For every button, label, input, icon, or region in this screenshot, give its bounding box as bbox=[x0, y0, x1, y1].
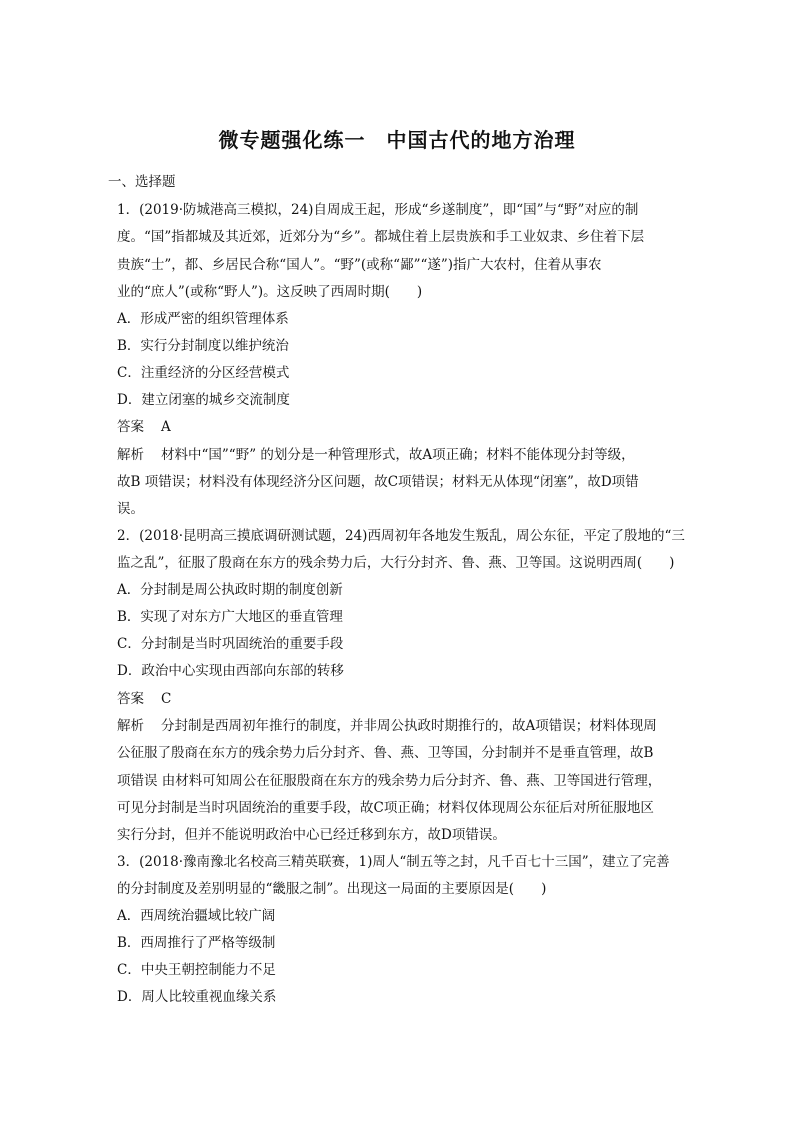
q2-option-d: D．政治中心实现由西部向东部的转移 bbox=[117, 663, 344, 679]
q2-option-c: C．分封制是当时巩固统治的重要手段 bbox=[117, 636, 344, 652]
q1-stem-line-1: 1．(2019·防城港高三模拟，24)自周成王起，形成“乡遂制度”，即“国”与“野”对应的制 bbox=[117, 202, 639, 218]
q2-option-a: A．分封制是周公执政时期的制度创新 bbox=[117, 582, 343, 598]
q1-option-c: C．注重经济的分区经营模式 bbox=[117, 365, 290, 381]
q2-stem-line-1: 2．(2018·昆明高三摸底调研测试题，24)西周初年各地发生叛乱，周公东征，平定了殷地的“三 bbox=[117, 528, 685, 544]
q1-answer bbox=[117, 418, 171, 436]
q1-option-d: D．建立闭塞的城乡交流制度 bbox=[117, 392, 290, 408]
q1-stem-line-3: 贵族“士”，都、乡居民合称“国人”。“野”(或称“鄙”“遂”)指广大农村，住着从事农 bbox=[117, 257, 602, 273]
section-heading: 一、选择题 bbox=[108, 174, 176, 190]
q1-analysis-line-2: 故B 项错误；材料没有体现经济分区问题，故C项错误；材料无从体现“闭塞”，故D项错 bbox=[117, 474, 639, 490]
q2-analysis-line-3: 项错误 由材料可知周公在征服殷商在东方的残余势力后分封齐、鲁、燕、卫等国进行管理， bbox=[117, 773, 662, 789]
analysis-label: 解析 bbox=[117, 447, 144, 463]
q1-analysis-line-3: 误。 bbox=[117, 501, 144, 517]
q2-analysis-text-1: 分封制是西周初年推行的制度，并非周公执政时期推行的，故A项错误；材料体现周 bbox=[161, 718, 657, 734]
q1-stem-line-2: 度。“国”指都城及其近郊，近郊分为“乡”。都城住着上层贵族和手工业奴隶、乡住着下层 bbox=[117, 229, 645, 245]
q1-option-a: A．形成严密的组织管理体系 bbox=[117, 311, 289, 327]
answer-label: 答案 bbox=[117, 419, 144, 435]
q2-analysis-line-5: 实行分封，但并不能说明政治中心已经迁移到东方，故D项错误。 bbox=[117, 827, 506, 843]
q2-option-b: B．实现了对东方广大地区的垂直管理 bbox=[117, 609, 343, 625]
q3-option-d: D．周人比较重视血缘关系 bbox=[117, 989, 277, 1005]
q3-option-b: B．西周推行了严格等级制 bbox=[117, 935, 276, 951]
q1-stem-line-4: 业的“庶人”(或称“野人”)。这反映了西周时期( ) bbox=[117, 284, 423, 300]
q2-stem-line-2: 监之乱”，征服了殷商在东方的残余势力后，大行分封齐、鲁、燕、卫等国。这说明西周( ) bbox=[117, 555, 675, 571]
q2-analysis-line-2: 公征服了殷商在东方的残余势力后分封齐、鲁、燕、卫等国，分封制并不是垂直管理，故B bbox=[117, 745, 654, 761]
analysis-label: 解析 bbox=[117, 718, 144, 734]
q3-stem-line-1: 3．(2018·豫南豫北名校高三精英联赛，1)周人“制五等之封，凡千百七十三国”，建立了完善 bbox=[117, 854, 670, 870]
q2-answer-value: C bbox=[161, 691, 172, 707]
q2-analysis-line-4: 可见分封制是当时巩固统治的重要手段，故C项正确；材料仅体现周公东征后对所征服地区 bbox=[117, 800, 654, 816]
q3-option-c: C．中央王朝控制能力不足 bbox=[117, 962, 276, 978]
answer-label: 答案 bbox=[117, 691, 144, 707]
q1-analysis-text-1: 材料中“国”“野” 的划分是一种管理形式，故A项正确；材料不能体现分封等级， bbox=[161, 447, 635, 463]
q1-answer-value: A bbox=[161, 419, 171, 435]
q3-option-a: A．西周统治疆域比较广阔 bbox=[117, 908, 276, 924]
page-title: 微专题强化练一 中国古代的地方治理 bbox=[218, 128, 576, 152]
q2-answer bbox=[117, 690, 171, 708]
q3-stem-line-2: 的分封制度及差别明显的“畿服之制”。出现这一局面的主要原因是( ) bbox=[117, 881, 547, 897]
q1-option-b: B．实行分封制度以维护统治 bbox=[117, 338, 289, 354]
q2-analysis-line-1 bbox=[117, 717, 657, 735]
q1-analysis-line-1 bbox=[117, 446, 635, 464]
